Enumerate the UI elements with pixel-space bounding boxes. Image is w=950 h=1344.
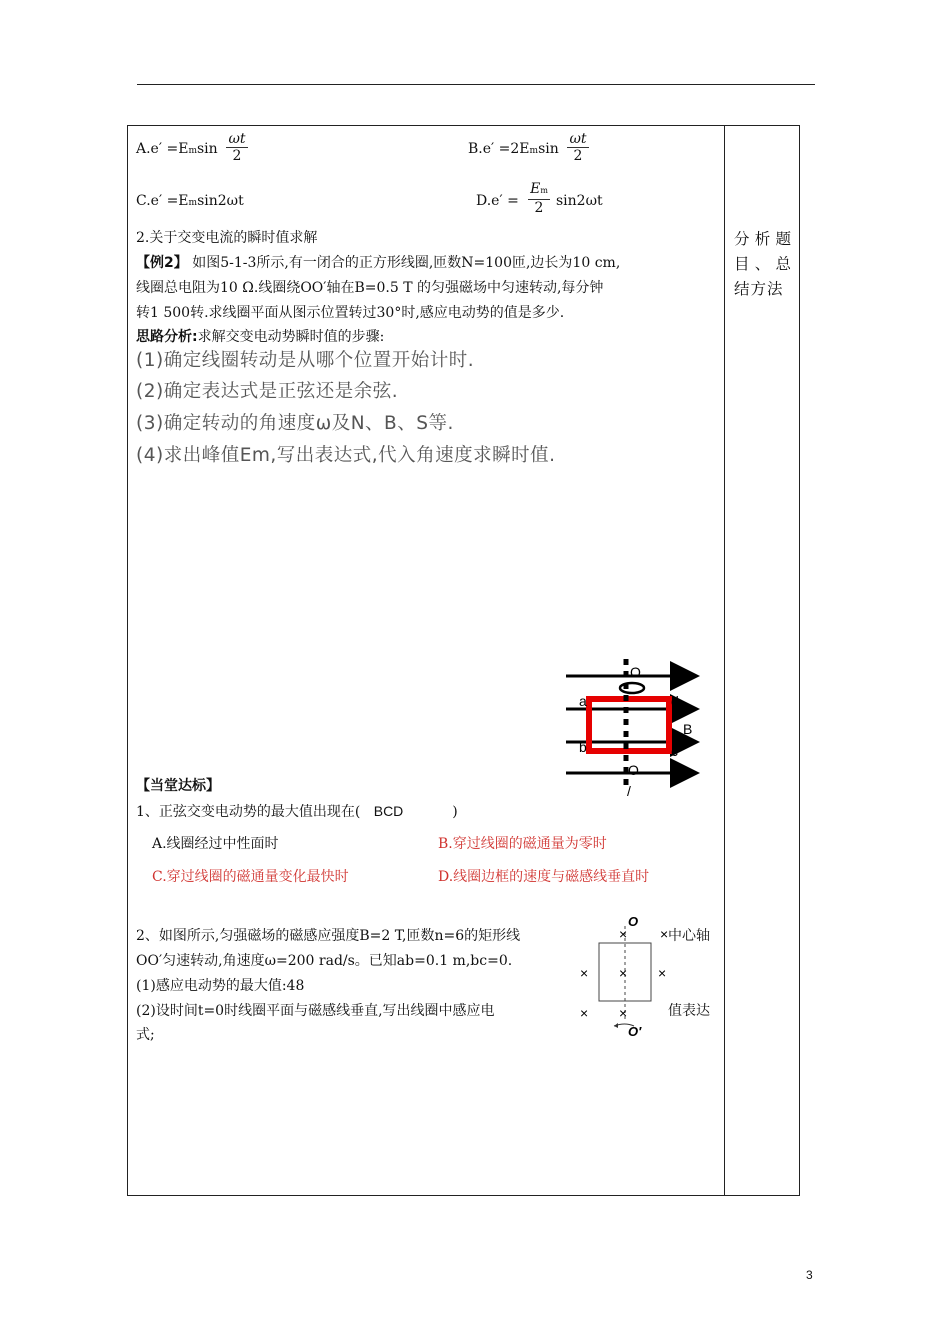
q2-sub-1: (1)感应电动势的最大值:48	[136, 978, 305, 994]
q1-stem: 1、正弦交变电动势的最大值出现在( BCD )	[136, 803, 458, 820]
field-cross: ×	[660, 926, 668, 942]
example-line-1: 【例2】 如图5-1-3所示,有一闭合的正方形线圈,匝数N=100匝,边长为10 cm,	[136, 255, 621, 271]
field-cross: ×	[580, 1005, 589, 1021]
q1-option-a: A.线圈经过中性面时	[152, 836, 279, 852]
fig2-label-o-top: O	[628, 914, 639, 929]
q1-option-d: D.线圈边框的速度与磁感线垂直时	[438, 869, 650, 885]
field-cross: ×	[658, 965, 667, 981]
label-b: b	[579, 739, 587, 755]
column-divider	[724, 125, 725, 1196]
field-cross: ×	[619, 965, 628, 981]
example-line-2: 线圈总电阻为10 Ω.线圈绕OO′轴在B=0.5 T 的匀强磁场中匀速转动,每分钟	[136, 280, 604, 296]
label-o-top: O	[630, 664, 641, 680]
q1-option-c: C.穿过线圈的磁通量变化最快时	[152, 869, 349, 885]
label-d: d	[671, 693, 679, 709]
step-4: (4)求出峰值Em,写出表达式,代入角速度求瞬时值.	[136, 445, 556, 466]
q2-line-1-tail: 中心轴	[668, 928, 710, 944]
label-b-field: B	[683, 721, 693, 737]
q2-line-1: 2、如图所示,匀强磁场的磁感应强度B=2 T,匝数n=6的矩形线	[136, 928, 521, 944]
option-a: A.e′ =Emsin	[136, 141, 218, 157]
option-d: D.e′ =	[476, 193, 519, 209]
q2-sub-2-tail: 值表达	[668, 1003, 710, 1019]
section-heading: 2.关于交变电流的瞬时值求解	[136, 230, 318, 246]
analysis-line: 思路分析:求解交变电动势瞬时值的步骤:	[136, 329, 385, 345]
coil-figure	[560, 655, 710, 805]
label-a: a	[579, 693, 587, 709]
header-rule	[137, 84, 815, 85]
rect-coil-figure	[576, 912, 668, 1044]
q2-line-2: OO′匀速转动,角速度ω=200 rad/s。已知ab=0.1 m,bc=0.	[136, 953, 513, 969]
label-o-bottom: O	[628, 762, 639, 778]
page-number: 3	[806, 1268, 813, 1282]
label-prime: /	[627, 783, 631, 799]
step-3: (3)确定转动的角速度ω及N、B、S等.	[136, 413, 454, 434]
option-b: B.e′ =2Emsin	[468, 141, 559, 157]
step-1: (1)确定线圈转动是从哪个位置开始计时.	[136, 350, 475, 371]
option-b-fraction: ωt 2	[567, 131, 589, 164]
side-note: 分析题目、总结方法	[734, 230, 792, 298]
practice-heading: 【当堂达标】	[136, 778, 220, 794]
q2-sub-3: 式;	[136, 1027, 155, 1043]
option-d-fraction: Em 2	[528, 181, 550, 216]
q1-option-b: B.穿过线圈的磁通量为零时	[438, 836, 607, 852]
field-cross: ×	[580, 965, 589, 981]
label-c: c	[671, 743, 678, 759]
field-cross: ×	[619, 926, 628, 942]
option-a-fraction: ωt 2	[226, 131, 248, 164]
fig2-label-o-bottom: O′	[628, 1024, 642, 1039]
option-c: C.e′ =Emsin2ωt	[136, 193, 244, 209]
example-line-3: 转1 500转.求线圈平面从图示位置转过30°时,感应电动势的值是多少.	[136, 305, 565, 321]
field-cross: ×	[619, 1005, 628, 1021]
option-d-rest: sin2ωt	[556, 193, 603, 209]
q2-sub-2: (2)设时间t=0时线圈平面与磁感线垂直,写出线圈中感应电	[136, 1003, 495, 1019]
step-2: (2)确定表达式是正弦还是余弦.	[136, 381, 399, 402]
